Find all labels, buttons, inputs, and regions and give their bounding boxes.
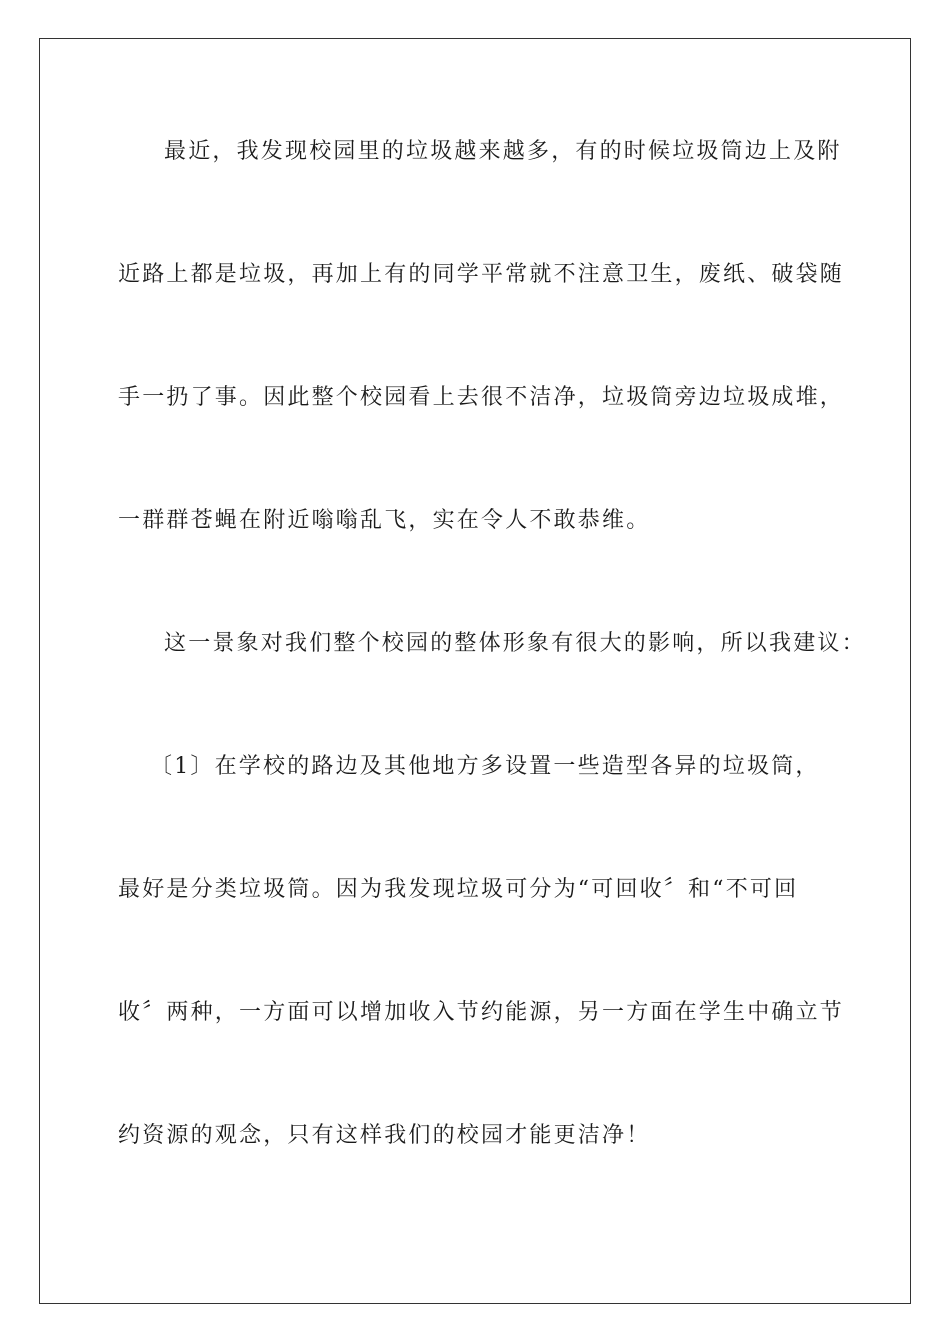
paragraph-1-line-4: 一群群苍蝇在附近嗡嗡乱飞，实在令人不敢恭维。 bbox=[118, 508, 651, 533]
paragraph-3-line-1: 〔1〕在学校的路边及其他地方多设置一些造型各异的垃圾筒， bbox=[150, 754, 820, 779]
page-border bbox=[39, 38, 911, 1304]
paragraph-1-line-2: 近路上都是垃圾，再加上有的同学平常就不注意卫生，废纸、破袋随 bbox=[118, 262, 845, 287]
paragraph-1-line-3: 手一扔了事。因此整个校园看上去很不洁净，垃圾筒旁边垃圾成堆， bbox=[118, 385, 845, 410]
paragraph-3-line-2: 最好是分类垃圾筒。因为我发现垃圾可分为“可回收〞和“不可回 bbox=[118, 877, 799, 902]
paragraph-3-line-3: 收〞两种，一方面可以增加收入节约能源，另一方面在学生中确立节 bbox=[118, 1000, 845, 1025]
paragraph-3-line-4: 约资源的观念，只有这样我们的校园才能更洁净！ bbox=[118, 1123, 651, 1148]
paragraph-1-line-1: 最近，我发现校园里的垃圾越来越多，有的时候垃圾筒边上及附 bbox=[164, 139, 842, 164]
paragraph-2-line-1: 这一景象对我们整个校园的整体形象有很大的影响，所以我建议： bbox=[164, 631, 866, 656]
